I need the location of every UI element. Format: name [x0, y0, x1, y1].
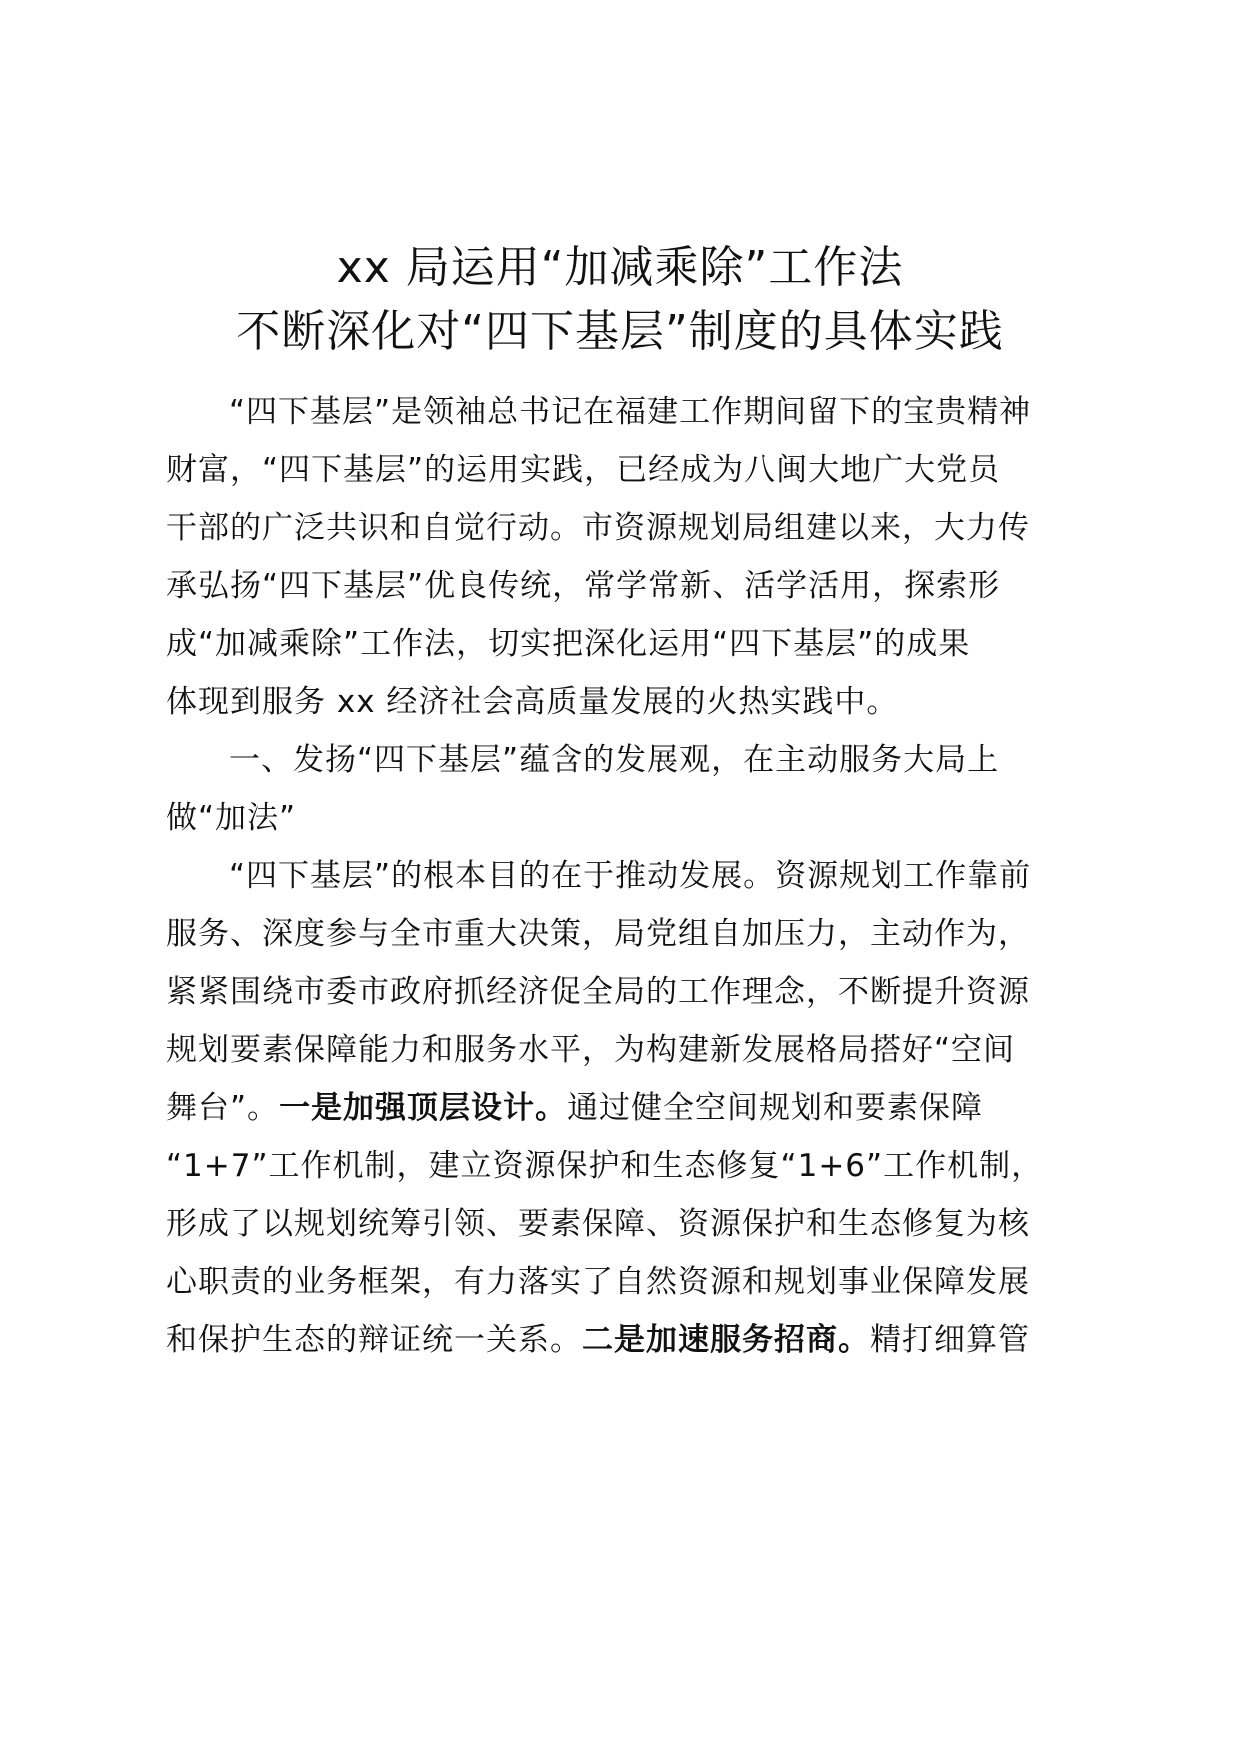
paragraph-line: 形成了以规划统筹引领、要素保障、资源保护和生态修复为核 [166, 1206, 1030, 1242]
bold-emphasis: 一是加强顶层设计。 [279, 1090, 568, 1126]
text-segment: 和保护生态的辩证统一关系。 [166, 1322, 582, 1358]
text-segment: 精打细算管 [870, 1322, 1030, 1358]
paragraph-line: 紧紧围绕市委市政府抓经济促全局的工作理念，不断提升资源 [166, 974, 1030, 1010]
paragraph-line: 财富，“四下基层”的运用实践，已经成为八闽大地广大党员 [166, 452, 1001, 488]
paragraph-line: “1+7”工作机制，建立资源保护和生态修复“1+6”工作机制， [166, 1148, 1044, 1184]
bold-emphasis: 二是加速服务招商。 [582, 1322, 870, 1358]
paragraph-line: 承弘扬“四下基层”优良传统，常学常新、活学活用，探索形 [166, 568, 1001, 604]
paragraph-line: “四下基层”是领袖总书记在福建工作期间留下的宝贵精神 [229, 394, 1032, 430]
paragraph-line: 服务、深度参与全市重大决策，局党组自加压力，主动作为， [166, 916, 1030, 952]
paragraph-line: 心职责的业务框架，有力落实了自然资源和规划事业保障发展 [166, 1264, 1030, 1300]
text-segment: 通过健全空间规划和要素保障 [567, 1090, 984, 1126]
section-heading-line: 做“加法” [166, 800, 297, 836]
paragraph-line [166, 1088, 1106, 1128]
paragraph-line: “四下基层”的根本目的在于推动发展。资源规划工作靠前 [229, 858, 1032, 894]
paragraph-line: 成“加减乘除”工作法，切实把深化运用“四下基层”的成果 [166, 626, 971, 662]
paragraph-line: 体现到服务 xx 经济社会高质量发展的火热实践中。 [166, 684, 899, 720]
document-title-line-2: 不断深化对“四下基层”制度的具体实践 [236, 306, 1004, 357]
document-title-line-1: xx 局运用“加减乘除”工作法 [336, 242, 904, 293]
paragraph-line: 干部的广泛共识和自觉行动。市资源规划局组建以来，大力传 [166, 510, 1030, 546]
paragraph-line: 规划要素保障能力和服务水平，为构建新发展格局搭好“空间 [166, 1032, 1016, 1068]
section-heading-line: 一、发扬“四下基层”蕴含的发展观，在主动服务大局上 [229, 742, 1000, 778]
paragraph-line [166, 1320, 1106, 1360]
text-segment: 舞台”。 [166, 1090, 280, 1126]
